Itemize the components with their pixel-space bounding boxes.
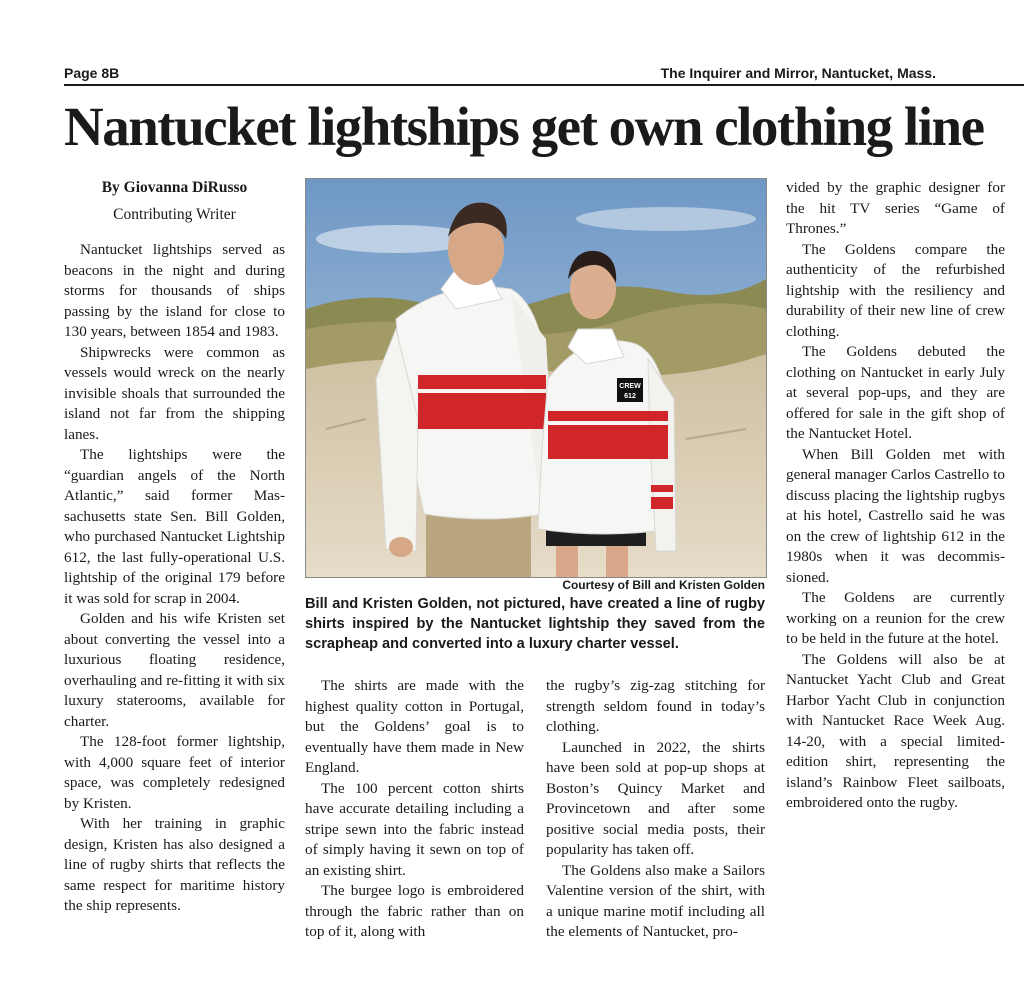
article-column-2: [305, 676, 524, 943]
paragraph: The 100 percent cotton shirts have accurate detailing including a stripe sewn into the fabric instead of simply having it sewn on top of an existing shirt.: [305, 779, 524, 879]
article-photo: [305, 178, 767, 578]
paragraph: The Goldens also make a Sailors Valentine version of the shirt, with a unique marine motif including all the elements of Nantucket, pro-: [546, 861, 765, 940]
crew-patch-number: 612: [624, 393, 636, 400]
crew-patch-text: CREW: [619, 383, 641, 390]
paragraph: Launched in 2022, the shirts have been sold at pop-up shops at Boston’s Quincy Market and Provincetown and after some positive social media posts, their popularity has taken off.: [546, 738, 765, 858]
paragraph: The lightships were the “guardian angels of the North Atlantic,” said former Massachusetts state Sen. Bill Golden, who purchased Nantucket Lightship 612, the last fully-operational U.S. lightship of the original 179 before it was sold for scrap in 2004.: [64, 446, 285, 607]
paragraph: the rugby’s zig-zag stitching for strength seldom found in today’s clothing.: [546, 677, 765, 735]
publication-name: The Inquirer and Mirror, Nantucket, Mass.: [660, 65, 936, 81]
byline-title: Contributing Writer: [113, 206, 236, 223]
page-header: [64, 62, 1024, 86]
paragraph: With her training in graphic design, Kristen has also designed a line of rugby shirts that reflects the same respect for maritime history the ship represents.: [64, 815, 285, 914]
paragraph: The Goldens debuted the clothing on Nantucket in early July at several pop-ups, and they are offered for sale in the gift shop of the Nantucket Hotel.: [786, 343, 1005, 442]
photo-credit: Courtesy of Bill and Kristen Golden: [562, 578, 765, 592]
paragraph: The Goldens will also be at Nantucket Yacht Club and Great Harbor Yacht Club in conjunction with Nantucket Race Week Aug. 14-20, with a special limited-edition shirt, representing the island’s Rainbow Fleet sailboats, embroidered onto the rugby.: [786, 650, 1005, 811]
photo-caption: Bill and Kristen Golden, not pictured, have created a line of rugby shirts inspired by the Nantucket lightship they saved from the scrapheap and converted into a luxury charter vessel.: [305, 596, 765, 652]
photo-illustration: [306, 179, 766, 577]
paragraph: Golden and his wife Kristen set about converting the vessel into a luxurious floating residence, overhauling and re-fitting it with six luxury staterooms, available for charter.: [64, 610, 285, 730]
paragraph: The Goldens compare the authenticity of the refurbished lightship with the resiliency and durability of their new line of crew clothing.: [786, 240, 1005, 340]
article-column-3: [546, 676, 765, 943]
paragraph: The shirts are made with the highest quality cotton in Portugal, but the Goldens’ goal is to eventually have them made in New England.: [305, 677, 524, 776]
paragraph: The burgee logo is embroidered through the fabric rather than on top of it, along with: [305, 882, 524, 940]
byline: By Giovanna DiRusso: [101, 179, 248, 196]
paragraph: Shipwrecks were common as vessels would wreck on the nearly invisible shoals that surrounded the island not far from the shipping lanes.: [64, 343, 285, 443]
article-column-1: [64, 240, 285, 917]
page-number: Page 8B: [64, 65, 120, 81]
paragraph: The 128-foot former lightship, with 4,000 square feet of interior space, was completely redesigned by Kristen.: [64, 733, 285, 812]
article-column-4: [786, 178, 1005, 814]
headline: Nantucket lightships get own clothing line: [64, 96, 984, 157]
paragraph: The Goldens are currently working on a reunion for the crew to be held in the future at the hotel.: [786, 589, 1005, 647]
paragraph: Nantucket lightships served as beacons in the night and during storms for thousands of ships passing by the island for close to 130 years, between 1854 and 1983.: [64, 241, 285, 340]
paragraph: When Bill Golden met with general manager Carlos Castrello to discuss placing the lightship rugbys at his hotel, Castrello said he was on the crew of lightship 612 in the 1980s when it was decommissioned.: [786, 445, 1005, 586]
paragraph: vided by the graphic designer for the hit TV series “Game of Thrones.”: [786, 179, 1005, 237]
